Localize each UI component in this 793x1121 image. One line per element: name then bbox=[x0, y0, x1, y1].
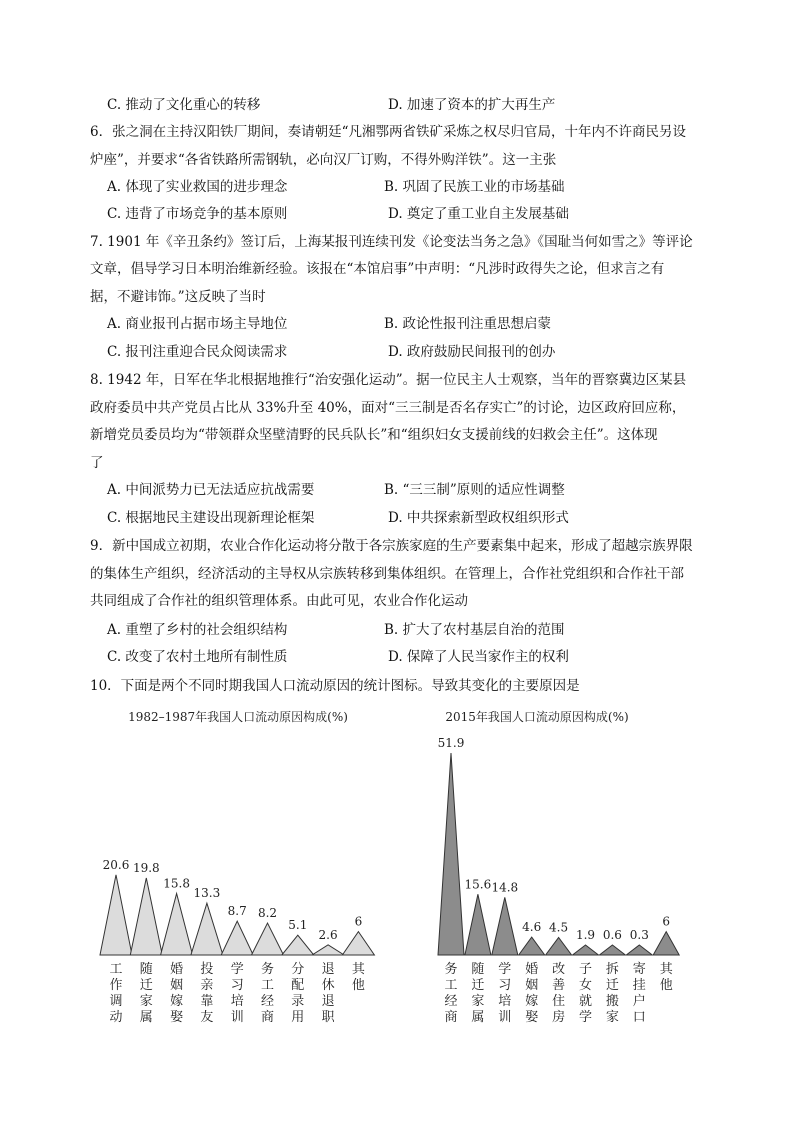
chart-2-bar-5 bbox=[546, 937, 572, 955]
chart-2-category-label-2: 随迁家属 bbox=[471, 962, 485, 1025]
chart-1-bar-3 bbox=[161, 894, 193, 955]
chart-2-title: 2015年我国人口流动原因构成(%) bbox=[445, 710, 629, 724]
chart-1-value-label-5: 8.7 bbox=[227, 904, 247, 919]
chart-1-category-label-1: 工作调动 bbox=[109, 962, 123, 1025]
chart-1-category-label-5: 学习培训 bbox=[230, 962, 244, 1025]
chart-1-bar-2 bbox=[130, 878, 162, 955]
chart-1-category-label-6: 务工经商 bbox=[260, 962, 275, 1025]
chart-2-bar-4 bbox=[519, 937, 545, 955]
option-q7-b: B. 政论性报刊注重思想启蒙 bbox=[384, 316, 552, 332]
option-q8-b: B. “三三制”原则的适应性调整 bbox=[384, 482, 565, 498]
option-q8-a: A. 中间派势力已无法适应抗战需要 bbox=[107, 482, 315, 498]
question-9-stem-line-1: 9．新中国成立初期，农业合作化运动将分散于各宗族家庭的生产要素集中起来，形成了超越宗族界限 bbox=[90, 538, 693, 554]
chart-1-bar-8 bbox=[312, 945, 344, 955]
option-q6-b: B. 巩固了民族工业的市场基础 bbox=[384, 179, 565, 195]
option-q5-d: D. 加速了资本的扩大再生产 bbox=[388, 97, 556, 113]
question-8-stem-line-1: 8. 1942 年，日军在华北根据地推行“治安强化运动”。据一位民主人士观察，当年的晋察冀边区某县 bbox=[90, 372, 687, 388]
chart-1-value-label-6: 8.2 bbox=[257, 906, 278, 921]
chart-1-category-label-9: 其他 bbox=[351, 962, 365, 993]
chart-1-bar-6 bbox=[252, 923, 284, 955]
chart-1-category-label-7: 分配录用 bbox=[291, 962, 305, 1025]
chart-2-category-label-5: 改善住房 bbox=[552, 962, 566, 1025]
chart-1-category-label-8: 退休退职 bbox=[321, 962, 335, 1025]
question-10-stem: 10．下面是两个不同时期我国人口流动原因的统计图标。导致其变化的主要原因是 bbox=[90, 678, 580, 694]
chart-2-value-label-3: 14.8 bbox=[491, 880, 519, 895]
chart-2-value-label-8: 0.3 bbox=[629, 928, 649, 942]
chart-2-value-label-7: 0.6 bbox=[602, 928, 622, 942]
option-q7-d: D. 政府鼓励民间报刊的创办 bbox=[388, 344, 556, 360]
option-q7-a: A. 商业报刊占据市场主导地位 bbox=[107, 316, 288, 332]
chart-2-category-label-8: 寄挂户口 bbox=[632, 962, 646, 1025]
option-q7-c: C. 报刊注重迎合民众阅读需求 bbox=[107, 344, 288, 360]
chart-2-category-label-4: 婚姻嫁娶 bbox=[525, 962, 539, 1025]
option-q5-c: C. 推动了文化重心的转移 bbox=[107, 97, 261, 113]
chart-1-bar-9 bbox=[342, 932, 374, 955]
chart-2-value-label-4: 4.6 bbox=[522, 920, 542, 935]
option-q6-c: C. 违背了市场竞争的基本原则 bbox=[107, 206, 288, 222]
option-q9-d: D. 保障了人民当家作主的权利 bbox=[388, 649, 569, 665]
chart-1-value-label-2: 19.8 bbox=[132, 860, 160, 875]
question-7-stem-line-3: 据，不避讳饰。”这反映了当时 bbox=[90, 289, 266, 305]
chart-1-value-label-8: 2.6 bbox=[318, 927, 338, 942]
chart-2-value-label-9: 6 bbox=[662, 914, 671, 929]
chart-1-value-label-9: 6 bbox=[354, 914, 363, 929]
chart-2-bar-8 bbox=[626, 945, 652, 955]
option-q9-c: C. 改变了农村土地所有制性质 bbox=[107, 649, 288, 665]
option-q9-b: B. 扩大了农村基层自治的范围 bbox=[384, 622, 565, 638]
question-7-stem-line-2: 文章，倡导学习日本明治维新经验。该报在“本馆启事”中声明：“凡涉时政得失之论，但求言之有 bbox=[90, 261, 665, 277]
question-6-stem-line-2: 炉座”，并要求“各省铁路所需钢轨，必向汉厂订购，不得外购洋铁”。这一主张 bbox=[90, 152, 557, 168]
chart-1-category-label-3: 婚姻嫁娶 bbox=[170, 962, 184, 1025]
chart-2-category-label-9: 其他 bbox=[659, 962, 673, 993]
chart-2-bar-1 bbox=[438, 753, 464, 955]
option-q9-a: A. 重塑了乡村的社会组织结构 bbox=[107, 622, 288, 638]
chart-2-bar-7 bbox=[599, 945, 625, 955]
chart-1-value-label-3: 15.8 bbox=[163, 876, 190, 891]
chart-2-category-label-3: 学习培训 bbox=[498, 962, 512, 1025]
question-8-stem-line-2: 政府委员中共产党员占比从 33%升至 40%，面对“三三制是否名存实亡”的讨论，边区政府回应称， bbox=[90, 400, 686, 416]
question-8-stem-line-4: 了 bbox=[90, 455, 104, 471]
chart-1-value-label-7: 5.1 bbox=[288, 918, 308, 933]
chart-1-category-label-2: 随迁家属 bbox=[139, 962, 153, 1025]
question-9-stem-line-3: 共同组成了合作社的组织管理体系。由此可见，农业合作化运动 bbox=[90, 593, 468, 609]
question-8-stem-line-3: 新增党员委员均为“带领群众坚壁清野的民兵队长”和“组织妇女支援前线的妇救会主任”。这体现 bbox=[90, 427, 658, 443]
chart-1-category-label-4: 投亲靠友 bbox=[200, 962, 214, 1025]
option-q6-a: A. 体现了实业救国的进步理念 bbox=[107, 179, 288, 195]
chart-1-value-label-1: 20.6 bbox=[102, 857, 130, 872]
chart-2-bar-9 bbox=[653, 932, 679, 955]
population-flow-charts bbox=[0, 700, 793, 1030]
chart-1-bar-4 bbox=[191, 903, 223, 955]
chart-2-category-label-6: 子女就学 bbox=[578, 962, 593, 1025]
option-q8-c: C. 根据地民主建设出现新理论框架 bbox=[107, 510, 315, 526]
question-6-stem-line-1: 6．张之洞在主持汉阳铁厂期间，奏请朝廷“凡湘鄂两省铁矿采炼之权尽归官局，十年内不许商民另设 bbox=[90, 124, 686, 140]
chart-2-bar-3 bbox=[492, 897, 518, 955]
chart-1-bar-5 bbox=[221, 921, 253, 955]
option-q6-d: D. 奠定了重工业自主发展基础 bbox=[388, 206, 569, 222]
chart-2-value-label-6: 1.9 bbox=[575, 928, 596, 942]
chart-1-bar-7 bbox=[282, 935, 314, 955]
chart-2-bar-2 bbox=[465, 894, 491, 955]
chart-2-value-label-1: 51.9 bbox=[437, 736, 465, 750]
chart-1-value-label-4: 13.3 bbox=[193, 886, 221, 901]
option-q8-d: D. 中共探索新型政权组织形式 bbox=[388, 510, 569, 526]
chart-2-value-label-5: 4.5 bbox=[549, 920, 569, 935]
chart-2-category-label-7: 拆迁搬家 bbox=[605, 962, 619, 1025]
question-7-stem-line-1: 7. 1901 年《辛丑条约》签订后，上海某报刊连续刊发《论变法当务之急》《国耻当何如雪之》等评论 bbox=[90, 234, 693, 250]
chart-2-value-label-2: 15.6 bbox=[464, 877, 492, 892]
question-9-stem-line-2: 的集体生产组织，经济活动的主导权从宗族转移到集体组织。在管理上，合作社党组织和合作社干部 bbox=[90, 566, 684, 582]
chart-1-bar-1 bbox=[100, 875, 132, 955]
chart-2-category-label-1: 务工经商 bbox=[444, 962, 458, 1025]
chart-2-bar-6 bbox=[573, 945, 599, 955]
chart-1-title: 1982–1987年我国人口流动原因构成(%) bbox=[128, 710, 348, 724]
